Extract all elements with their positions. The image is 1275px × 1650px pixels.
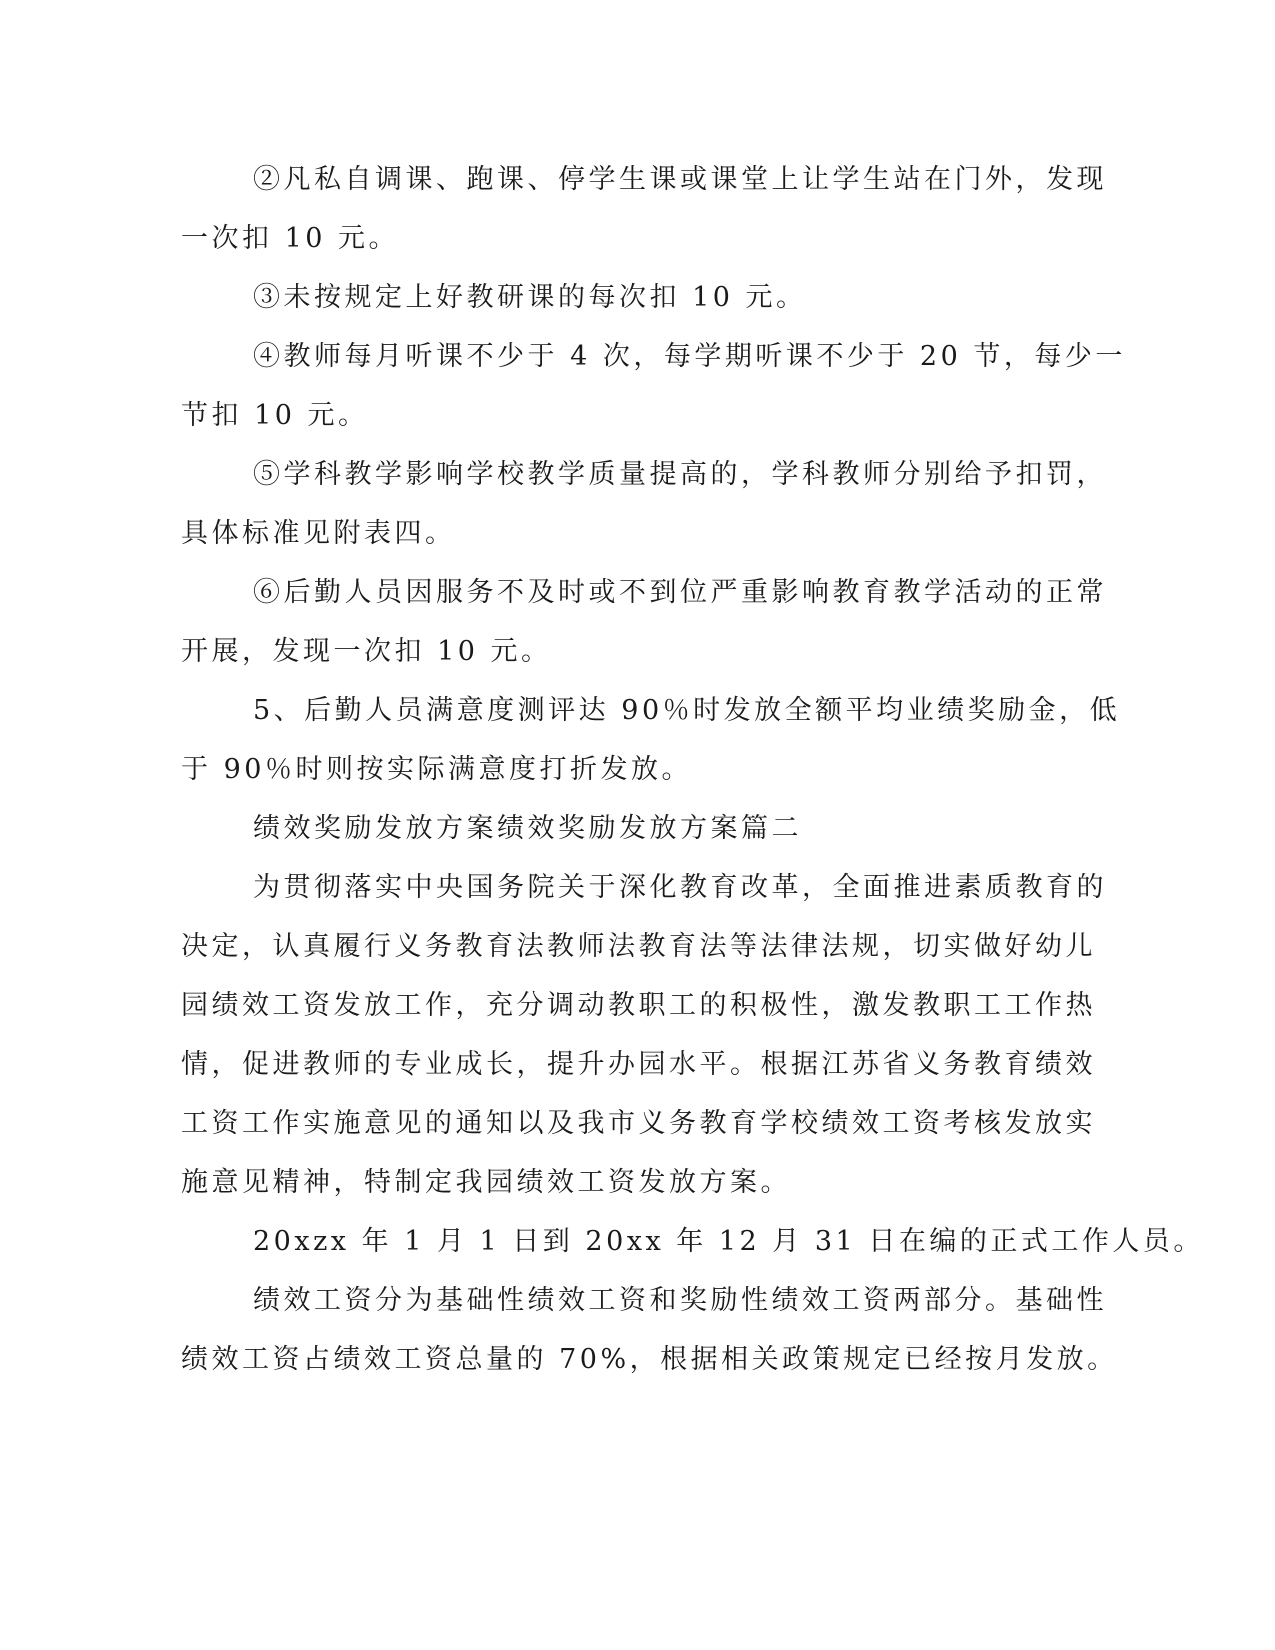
text-line: ⑥后勤人员因服务不及时或不到位严重影响教育教学活动的正常 (253, 577, 1107, 608)
section-heading (181, 799, 1081, 858)
paragraph-item-5 (181, 445, 1107, 563)
paragraph-composition (181, 1271, 1118, 1389)
text-line: ②凡私自调课、跑课、停学生课或课堂上让学生站在门外，发现 (253, 164, 1107, 195)
text-line: 情，促进教师的专业成长，提升办园水平。根据江苏省义务教育绩效 (181, 1049, 1096, 1080)
paragraph-item-4 (181, 327, 1126, 445)
text-line: 决定，认真履行义务教育法教师法教育法等法律法规，切实做好幼儿 (181, 931, 1096, 962)
text-line: 绩效工资占绩效工资总量的 70%，根据相关政策规定已经按月发放。 (181, 1344, 1118, 1375)
paragraph-scope (181, 1212, 1204, 1271)
text-line: 于 90％时则按实际满意度打折发放。 (181, 754, 692, 785)
text-line: 5、后勤人员满意度测评达 90％时发放全额平均业绩奖励金，低 (253, 695, 1121, 726)
text-line: 开展，发现一次扣 10 元。 (181, 636, 552, 667)
text-line: 园绩效工资发放工作，充分调动教职工的积极性，激发教职工工作热 (181, 990, 1096, 1021)
text-line: 20xzx 年 1 月 1 日到 20xx 年 12 月 31 日在编的正式工作人员。 (253, 1226, 1204, 1257)
paragraph-item-3 (181, 268, 1081, 327)
document-page (181, 150, 1204, 1389)
text-line: 工资工作实施意见的通知以及我市义务教育学校绩效工资考核发放实 (181, 1108, 1096, 1139)
text-line: 施意见精神，特制定我园绩效工资发放方案。 (181, 1167, 791, 1198)
text-line: ⑤学科教学影响学校教学质量提高的，学科教师分别给予扣罚， (253, 459, 1107, 490)
heading-text: 绩效奖励发放方案绩效奖励发放方案篇二 (253, 813, 802, 844)
paragraph-item-2 (181, 150, 1107, 268)
paragraph-intro (181, 858, 1107, 1212)
text-line: 节扣 10 元。 (181, 400, 369, 431)
text-line: ③未按规定上好教研课的每次扣 10 元。 (253, 282, 807, 313)
text-line: 绩效工资分为基础性绩效工资和奖励性绩效工资两部分。基础性 (253, 1285, 1107, 1316)
text-line: 一次扣 10 元。 (181, 223, 400, 254)
text-line: 具体标准见附表四。 (181, 518, 456, 549)
text-line: 为贯彻落实中央国务院关于深化教育改革，全面推进素质教育的 (253, 872, 1107, 903)
paragraph-item-6 (181, 563, 1107, 681)
paragraph-section-5 (181, 681, 1121, 799)
text-line: ④教师每月听课不少于 4 次，每学期听课不少于 20 节，每少一 (253, 341, 1126, 372)
